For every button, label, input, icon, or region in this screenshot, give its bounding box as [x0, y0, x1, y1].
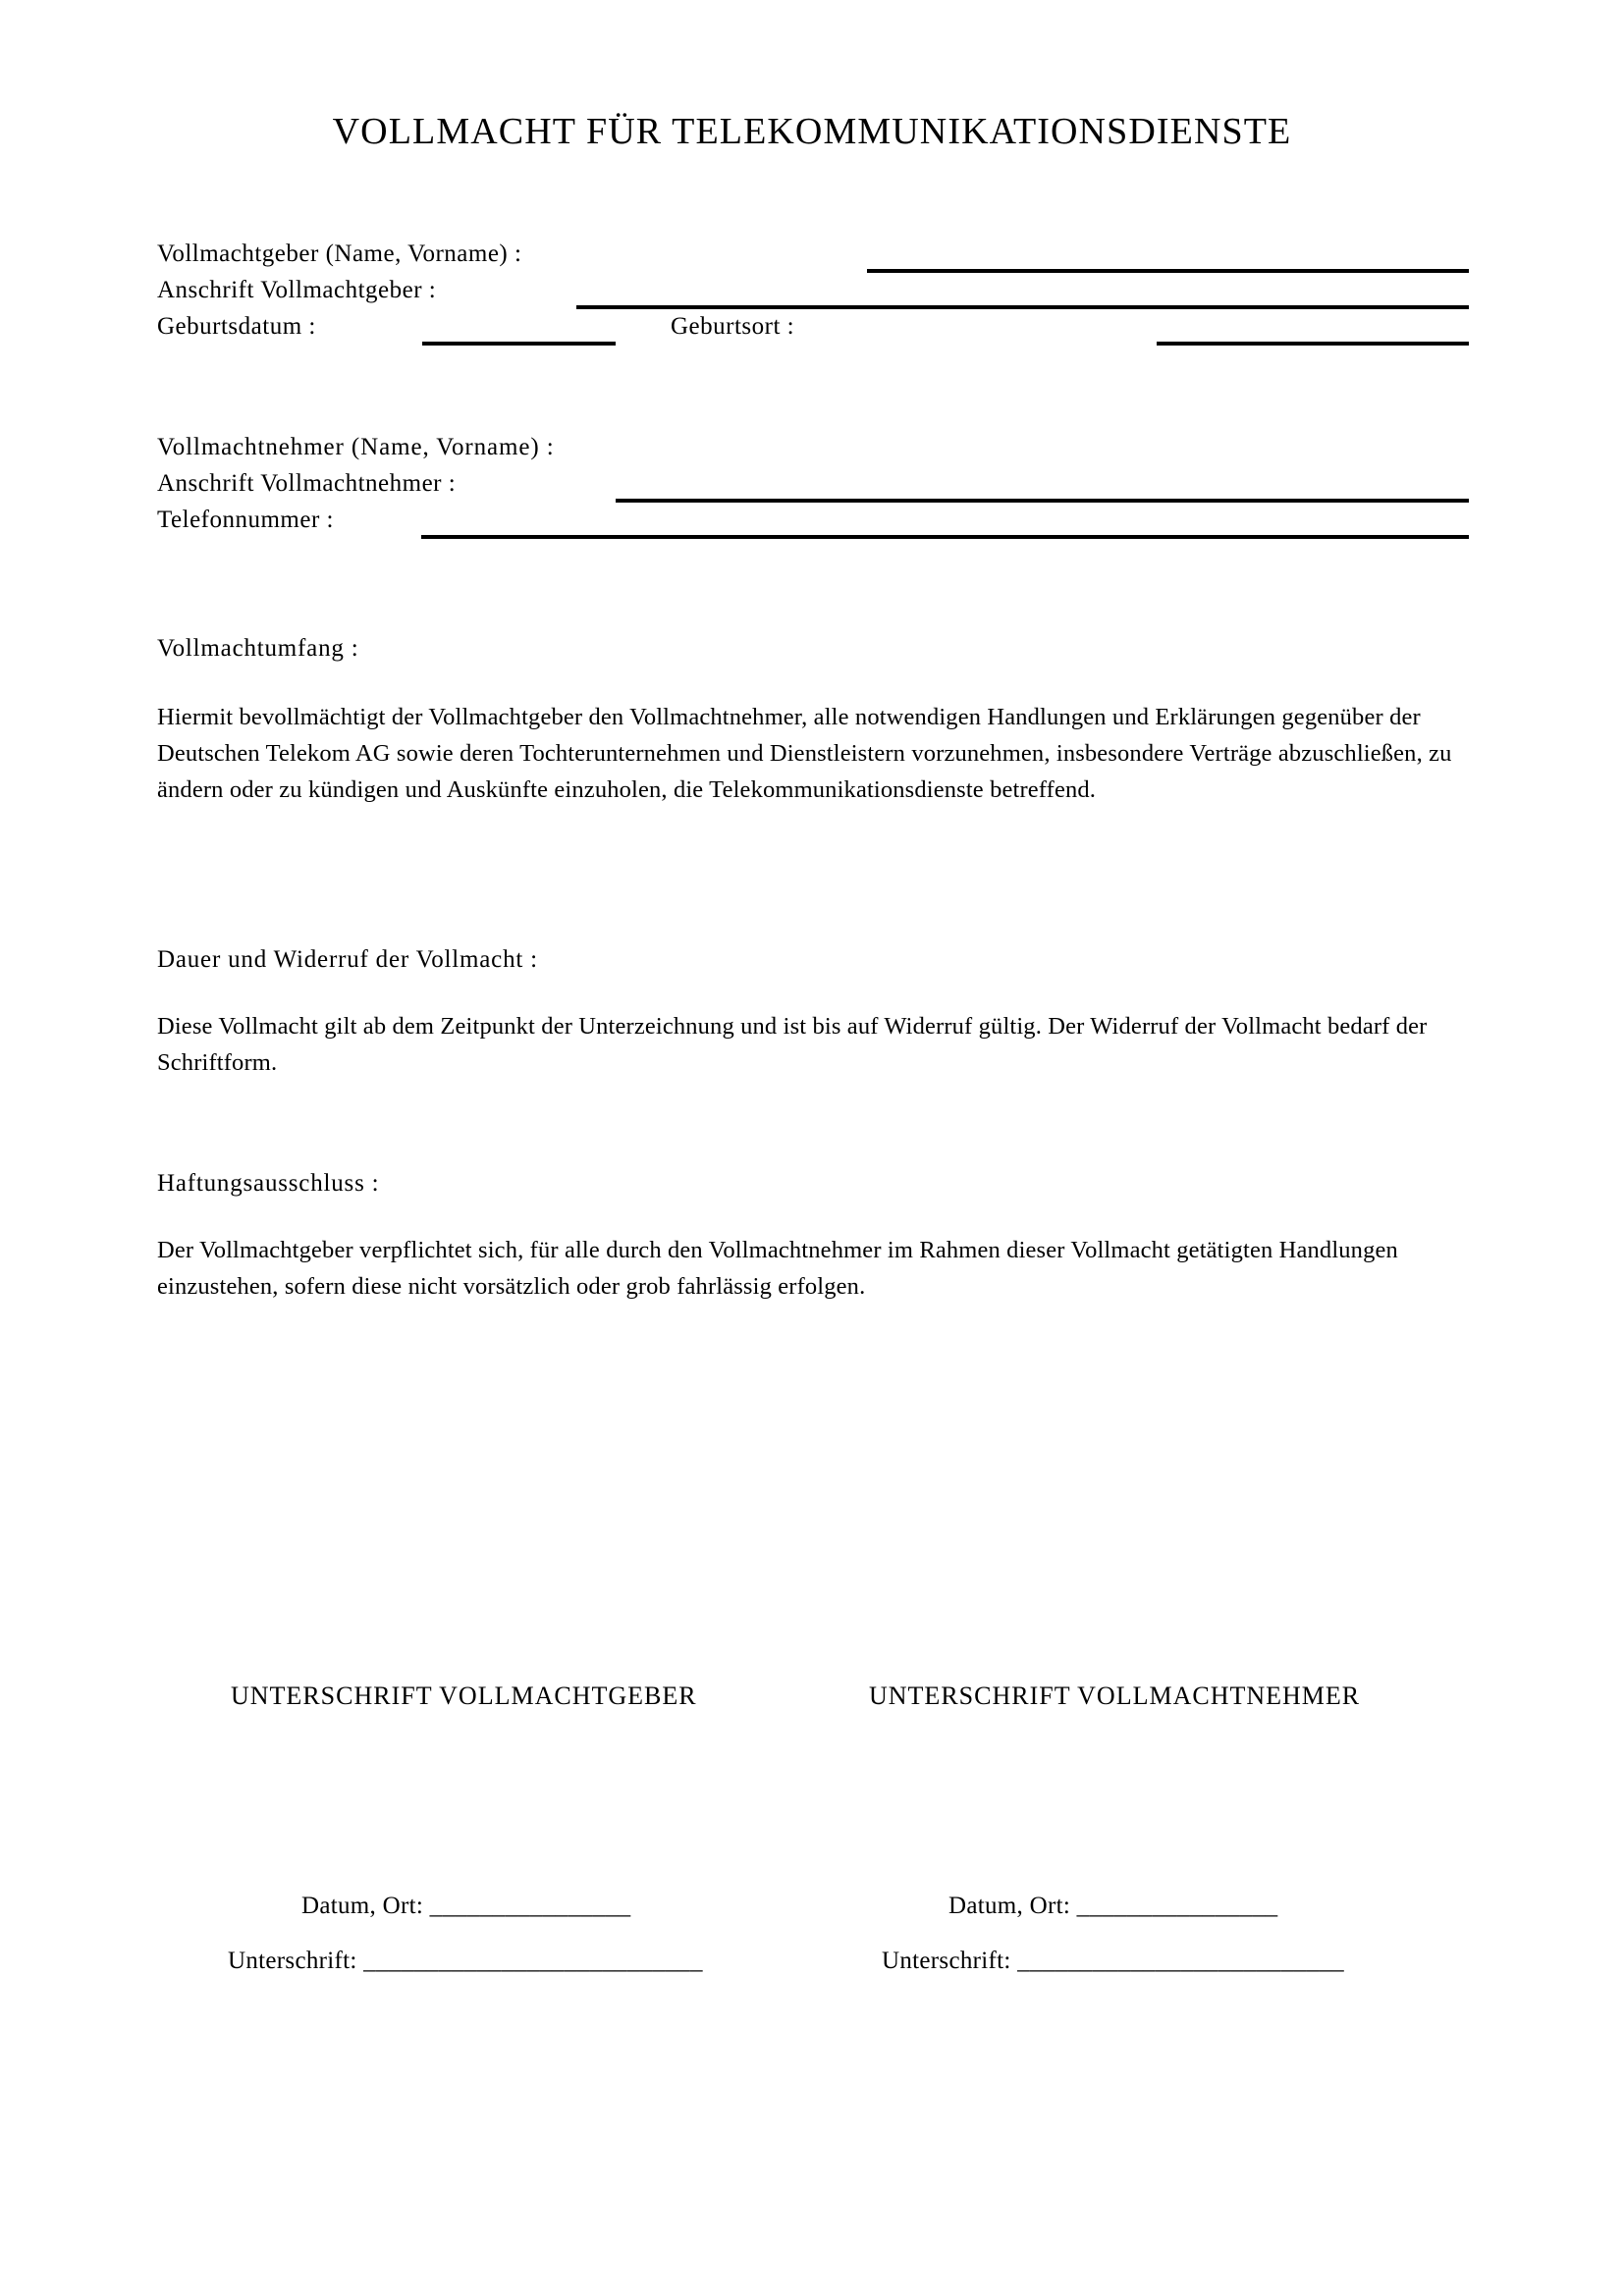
duration-body: Diese Vollmacht gilt ab dem Zeitpunkt der Unterzeichnung und ist bis auf Widerruf gültig. Der Widerruf der Vollmacht bedarf der Schriftform.: [157, 1013, 1428, 1076]
agent-address-label: Anschrift Vollmachtnehmer :: [157, 470, 457, 497]
duration-heading: Dauer und Widerruf der Vollmacht :: [157, 946, 538, 973]
field-row-agent-address: [157, 468, 1473, 506]
page-title: VOLLMACHT FÜR TELEKOMMUNIKATIONSDIENSTE: [332, 111, 1292, 152]
grantor-name-input-rule[interactable]: [867, 269, 1469, 273]
scope-heading: Vollmachtumfang :: [157, 635, 359, 662]
scope-body: Hiermit bevollmächtigt der Vollmachtgeber den Vollmachtnehmer, alle notwendigen Handlungen und Erklärungen gegenüber der Deutschen Telekom AG sowie deren Tochterunternehmen und Dienstleistern vorzunehmen, insbesondere Verträge abzuschließen, zu ändern oder zu kündigen und Auskünfte einzuholen, die Telekommunikationsdienste betreffend.: [157, 704, 1452, 803]
field-row-grantor-name: [157, 239, 1473, 276]
birthplace-label: Geburtsort :: [671, 313, 795, 340]
birthdate-input-rule[interactable]: [422, 342, 616, 346]
grantor-address-input-rule[interactable]: [576, 305, 1469, 309]
birthplace-input-rule[interactable]: [1157, 342, 1469, 346]
field-row-grantor-address: [157, 275, 1473, 312]
grantor-address-label: Anschrift Vollmachtgeber :: [157, 277, 437, 303]
grantor-name-label: Vollmachtgeber (Name, Vorname) :: [157, 240, 522, 267]
liability-heading: Haftungsausschluss :: [157, 1170, 380, 1197]
grantor-signature-field[interactable]: Unterschrift: ___________________________: [228, 1948, 703, 1974]
agent-signature-heading: UNTERSCHRIFT VOLLMACHTNEHMER: [869, 1682, 1361, 1710]
agent-signature-field[interactable]: Unterschrift: __________________________: [882, 1948, 1344, 1974]
grantor-date-place-field[interactable]: Datum, Ort: ________________: [301, 1893, 631, 1919]
agent-name-label: Vollmachtnehmer (Name, Vorname) :: [157, 434, 555, 460]
birthdate-label: Geburtsdatum :: [157, 313, 316, 340]
agent-date-place-field[interactable]: Datum, Ort: ________________: [948, 1893, 1278, 1919]
agent-address-input-rule[interactable]: [616, 499, 1469, 503]
field-row-agent-phone: [157, 505, 1473, 542]
agent-phone-input-rule[interactable]: [421, 535, 1469, 539]
liability-body: Der Vollmachtgeber verpflichtet sich, für alle durch den Vollmachtnehmer im Rahmen dieser Vollmacht getätigten Handlungen einzustehen, sofern diese nicht vorsätzlich oder grob fahrlässig erfolgen.: [157, 1237, 1398, 1300]
field-row-agent-name: [157, 432, 1473, 469]
agent-phone-label: Telefonnummer :: [157, 507, 334, 533]
field-row-birth: [157, 311, 1473, 348]
grantor-signature-heading: UNTERSCHRIFT VOLLMACHTGEBER: [231, 1682, 697, 1710]
